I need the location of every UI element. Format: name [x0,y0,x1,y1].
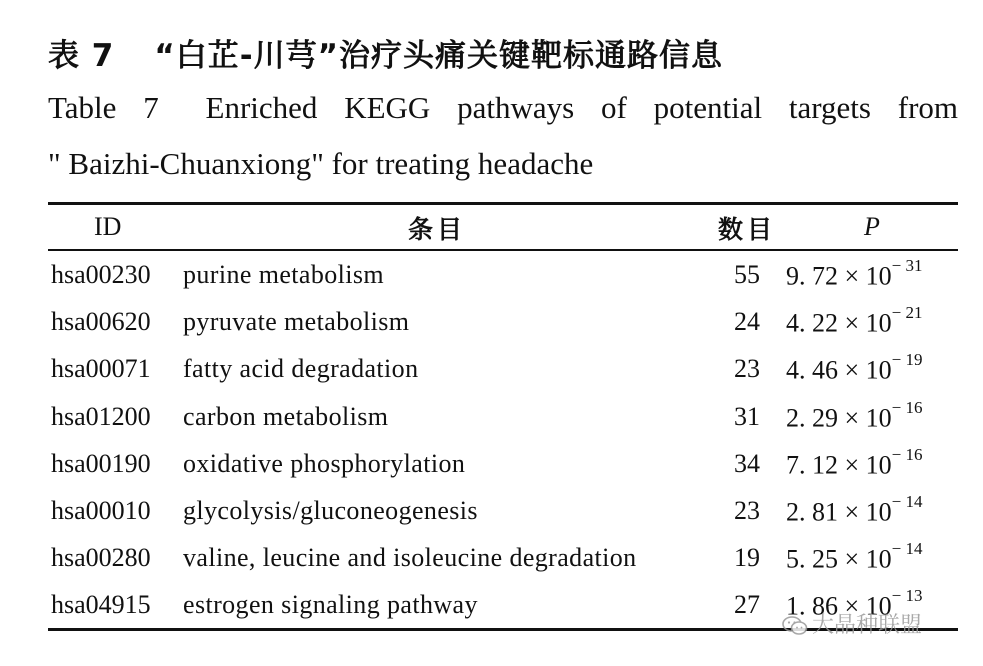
header-item: 条目 [408,215,467,244]
table-caption-en [48,90,958,126]
cell-count: 27 [734,590,760,620]
cell-pathway: estrogen signaling pathway [183,590,478,620]
table-number-en: Table 7 [48,90,159,125]
cell-count: 31 [734,401,760,431]
p-mantissa: 2. 81 [786,497,838,527]
table-row [48,535,958,582]
cell-p-value [786,350,923,386]
cell-id: hsa00010 [51,495,151,525]
p-times-ten: × 10 [844,497,892,527]
cell-id: hsa04915 [51,590,151,620]
p-exponent: − 14 [891,491,923,511]
header-id: ID [94,212,122,241]
p-mantissa: 1. 86 [786,591,838,621]
p-exponent: − 13 [891,586,923,606]
table-row [48,299,958,346]
watermark [782,608,922,639]
p-exponent: − 16 [891,397,923,417]
cell-pathway: carbon metabolism [183,401,389,431]
cell-p-value [786,256,923,292]
table-title-en-line1: Enriched KEGG pathways of potential targets from [205,90,959,125]
table-title-cn: “白芷-川芎”治疗头痛关键靶标通路信息 [154,38,723,74]
header-p-value: P [864,212,880,241]
p-mantissa: 4. 46 [786,356,838,386]
cell-count: 23 [734,495,760,525]
cell-id: hsa00071 [51,354,151,384]
header-count: 数目 [718,215,777,244]
p-mantissa: 7. 12 [786,450,838,480]
cell-pathway: oxidative phosphorylation [183,448,466,478]
p-times-ten: × 10 [844,356,892,386]
p-times-ten: × 10 [844,261,892,291]
table-top-rule [48,202,958,205]
cell-p-value [786,303,923,339]
watermark-text: 大晶种联盟 [812,613,923,638]
cell-count: 34 [734,448,760,478]
cell-p-value [786,539,923,575]
cell-pathway: purine metabolism [183,260,385,289]
table-row [48,252,958,299]
p-mantissa: 9. 72 [786,261,838,291]
cell-pathway: fatty acid degradation [183,354,419,384]
table-row [48,488,958,535]
table-header-rule [48,249,958,251]
table-caption-en-line2: " Baizhi-Chuanxiong" for treating headache [48,146,594,181]
p-times-ten: × 10 [844,403,892,433]
p-times-ten: × 10 [844,450,892,480]
table-body [48,252,958,630]
cell-p-value [786,491,923,528]
p-times-ten: × 10 [844,591,892,621]
table-row [48,394,958,441]
cell-pathway: valine, leucine and isoleucine degradation [183,543,637,573]
cell-count: 24 [734,307,760,337]
table-header-row [48,208,958,248]
p-exponent: − 21 [891,303,923,323]
p-exponent: − 14 [891,539,923,559]
p-times-ten: × 10 [844,308,892,338]
table-row [48,346,958,393]
cell-id: hsa00280 [51,543,151,573]
wechat-icon [782,616,808,636]
p-mantissa: 4. 22 [786,308,838,338]
p-exponent: − 19 [891,350,923,370]
p-mantissa: 2. 29 [786,403,838,433]
cell-pathway: pyruvate metabolism [183,307,410,337]
p-mantissa: 5. 25 [786,544,838,574]
cell-p-value [786,397,923,434]
cell-count: 23 [734,354,760,384]
table-number-cn: 表 7 [48,38,115,74]
p-exponent: − 16 [891,444,923,464]
cell-count: 55 [734,260,760,289]
cell-id: hsa00620 [51,307,151,337]
p-times-ten: × 10 [844,544,892,574]
cell-count: 19 [734,543,760,573]
cell-id: hsa00230 [51,260,151,289]
cell-p-value [786,444,923,481]
cell-pathway: glycolysis/gluconeogenesis [183,495,478,525]
table-row [48,441,958,488]
table-caption-cn [48,30,723,75]
cell-id: hsa01200 [51,401,151,431]
p-exponent: − 31 [891,256,923,275]
cell-id: hsa00190 [51,448,151,478]
